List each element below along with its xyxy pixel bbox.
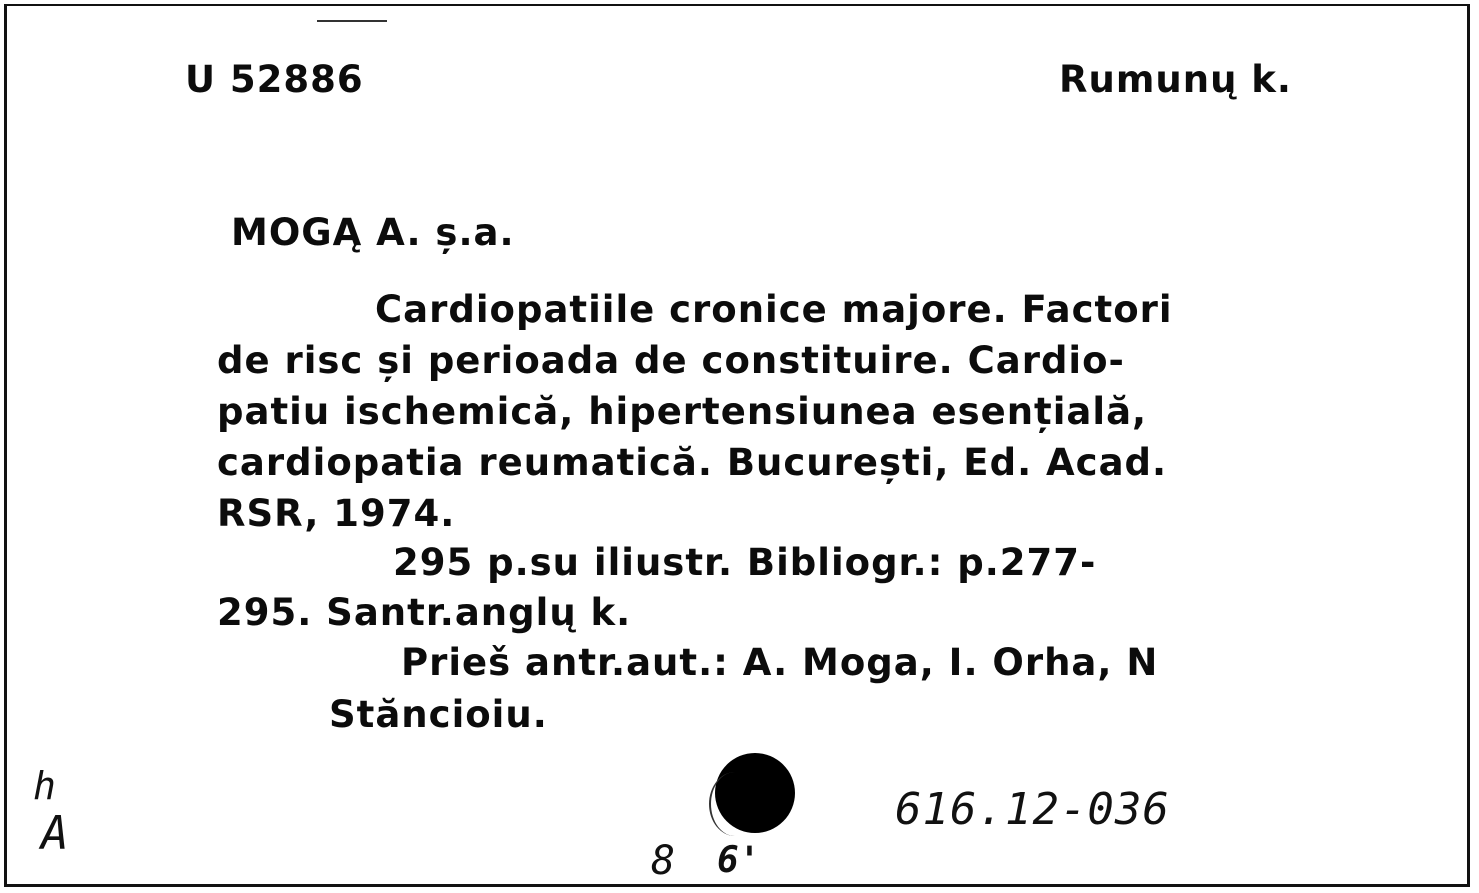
handwritten-margin-top: h	[33, 764, 56, 808]
language-note: Rumunų k.	[1059, 58, 1292, 101]
collation-line-2: 295. Santr.anglų k.	[217, 591, 632, 634]
punch-hole-edge	[709, 772, 761, 836]
title-line-2: de risc și perioada de constituire. Cardio-	[217, 339, 1125, 382]
title-line-4: cardiopatia reumatică. București, Ed. Acad.	[217, 441, 1168, 484]
note-line-1: Prieš antr.aut.: A. Moga, I. Orha, N	[401, 641, 1159, 684]
title-line-1: Cardiopatiile cronice majore. Factori	[375, 288, 1173, 331]
handwritten-classification: 616.12-036	[895, 784, 1170, 835]
collation-line-1: 295 p.su iliustr. Bibliogr.: p.277-	[393, 541, 1097, 584]
call-number: U 52886	[185, 58, 364, 101]
top-edge-mark	[317, 20, 387, 22]
title-line-5: RSR, 1974.	[217, 492, 456, 535]
note-line-2: Stăncioiu.	[329, 693, 548, 736]
handwritten-mark-right: 6'	[717, 840, 761, 881]
title-line-3: patiu ischemică, hipertensiunea esențială,	[217, 390, 1148, 433]
handwritten-margin-bottom: A	[41, 806, 69, 860]
catalog-card	[4, 4, 1470, 887]
handwritten-mark-left: 8	[651, 838, 676, 884]
author-heading: MOGĄ A. ș.a.	[231, 211, 515, 254]
